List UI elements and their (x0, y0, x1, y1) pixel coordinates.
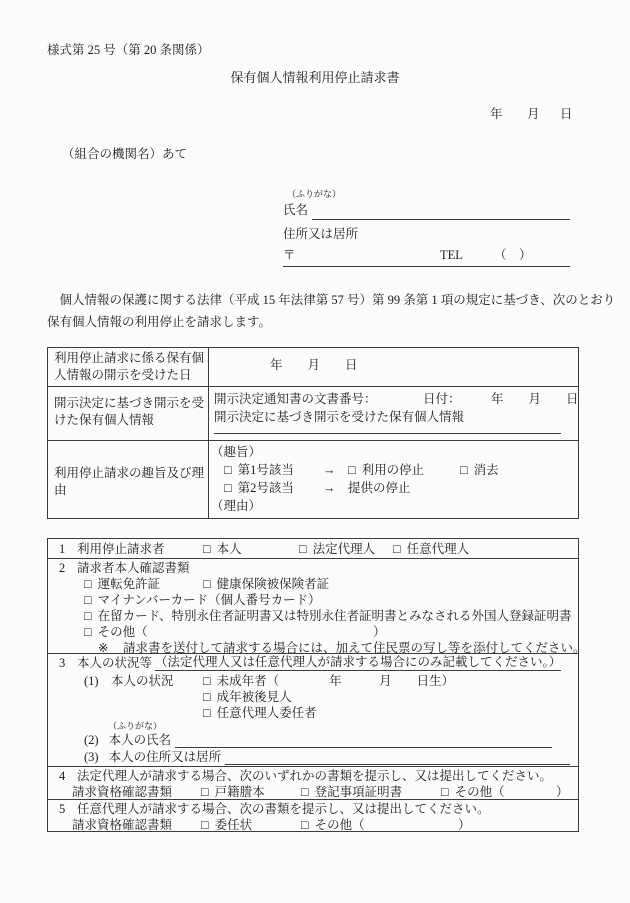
item3-number: 3 (59, 656, 66, 670)
status-minor-label: 未成年者（ 年 月 日生） (216, 674, 455, 688)
arrow-icon: → (323, 481, 336, 495)
item1-option3-label: 任意代理人 (406, 542, 470, 556)
item2-label: 請求者本人確認書類 (77, 561, 190, 575)
checkbox-icon: □ (84, 625, 92, 639)
legal-rep-doc-registry (301, 785, 402, 799)
checkbox-icon: □ (201, 818, 209, 832)
table1-row2-doc-number-label: 開示決定通知書の文書番号： (214, 392, 377, 406)
legal-rep-doc-other (441, 785, 505, 799)
purpose-item1-option1 (348, 463, 424, 477)
note-mark: ※ (98, 641, 109, 655)
checkbox-icon: □ (84, 593, 92, 607)
date-month-label: 月 (527, 107, 540, 121)
item1-label: 利用停止請求者 (77, 542, 165, 556)
purpose-item1-label: 第1号該当 (237, 463, 294, 477)
status-voluntary-delegator (203, 706, 317, 720)
voluntary-rep-doc-other (301, 818, 365, 832)
table2-row-divider-3 (48, 766, 578, 767)
tel-label: TEL (440, 248, 463, 262)
table1-row1-date-value: 年 月 日 (270, 358, 358, 372)
checkbox-icon: □ (203, 577, 211, 591)
arrow-icon: → (323, 463, 336, 477)
item1-option1-label: 本人 (216, 542, 242, 556)
furigana-label: （ふりがな） (108, 721, 163, 731)
checkbox-icon: □ (203, 674, 211, 688)
sub1-number: (1) (84, 674, 99, 688)
purpose-item1-option1-label: 利用の停止 (361, 463, 425, 477)
principal-address-input-line (225, 750, 570, 765)
id-doc-drivers-license (84, 577, 160, 591)
form-number: 様式第 25 号（第 20 条関係） (47, 43, 210, 57)
id-doc-health-insurance (203, 577, 329, 591)
date-day-label: 日 (560, 107, 573, 121)
legal-rep-doc-other-close-paren: ） (556, 785, 569, 799)
address-label: 住所又は居所 (283, 227, 359, 241)
checkbox-icon: □ (393, 542, 401, 556)
item2-number: 2 (59, 561, 66, 575)
principal-name-row (84, 733, 552, 748)
name-label: 氏名 (283, 203, 309, 217)
purpose-item1-option2-label: 消去 (473, 463, 499, 477)
item3-label: 本人の状況等 (77, 656, 153, 670)
purpose-item1 (224, 463, 294, 477)
id-doc-other (84, 625, 148, 639)
postal-tel-row (283, 245, 570, 267)
item1-option-self (203, 542, 242, 556)
request-detail-table (47, 347, 579, 519)
legal-rep-doc3-label: その他（ (454, 785, 505, 799)
checkbox-icon: □ (348, 463, 356, 477)
status-adult-ward (203, 690, 292, 704)
purpose-item2-label: 第2号該当 (237, 481, 294, 495)
checkbox-icon: □ (224, 481, 232, 495)
requester-info-table (47, 538, 586, 832)
table1-row1-header: 利用停止請求に係る保有個人情報の開示を受けた日 (54, 351, 205, 382)
purpose-item2 (224, 481, 294, 495)
table2-row-divider-4 (48, 799, 578, 800)
status-voluntary-delegator-label: 任意代理人委任者 (216, 706, 317, 720)
legal-rep-doc1-label: 戸籍謄本 (214, 785, 265, 799)
table2-row-divider-1 (48, 558, 578, 559)
checkbox-icon: □ (301, 785, 309, 799)
addressee: （組合の機関名）あて (62, 147, 188, 161)
sub3-label: 本人の住所又は居所 (108, 750, 222, 764)
mailing-note: 請求書を送付して請求する場合には、加えて住民票の写し等を添付してください。 (123, 641, 586, 655)
checkbox-icon: □ (299, 542, 307, 556)
intro-line-2: 保有個人情報の利用停止を請求します。 (47, 315, 272, 329)
postal-mark: 〒 (283, 248, 296, 262)
date-year-label: 年 (490, 107, 503, 121)
table1-row-divider-2 (48, 440, 578, 441)
table1-row-divider-1 (48, 386, 578, 387)
checkbox-icon: □ (203, 542, 211, 556)
item5-number: 5 (59, 802, 66, 816)
checkbox-icon: □ (84, 577, 92, 591)
item4-docs-label: 請求資格確認書類 (72, 785, 173, 799)
legal-rep-doc-koseki (201, 785, 265, 799)
checkbox-icon: □ (460, 463, 468, 477)
id-doc-option1-label: 運転免許証 (97, 577, 161, 591)
checkbox-icon: □ (84, 609, 92, 623)
name-row (283, 203, 570, 220)
id-doc-option2-label: 健康保険被保険者証 (216, 577, 330, 591)
principal-address-row (84, 750, 570, 765)
id-doc-option4-label: 在留カード、特別永住者証明書又は特別永住者証明書とみなされる外国人登録証明書 (97, 609, 572, 623)
checkbox-icon: □ (203, 690, 211, 704)
table1-row2-date-label: 日付： (423, 392, 461, 406)
sub1-label: 本人の状況 (111, 674, 174, 688)
purpose-item2-option: 提供の停止 (348, 481, 411, 495)
name-input-line (312, 203, 570, 220)
item1-option-voluntary-rep (393, 542, 469, 556)
intro-paragraph (47, 289, 616, 333)
voluntary-rep-doc-poa (201, 818, 252, 832)
intro-line-1: 個人情報の保護に関する法律（平成 15 年法律第 57 号）第 99 条第 1 項の規定に基づき、次のとおり (47, 293, 616, 307)
voluntary-rep-doc-other-close-paren: ） (458, 818, 471, 832)
sub3-number: (3) (84, 750, 99, 764)
voluntary-rep-doc1-label: 委任状 (214, 818, 253, 832)
voluntary-rep-doc2-label: その他（ (314, 818, 365, 832)
checkbox-icon: □ (203, 706, 211, 720)
checkbox-icon: □ (201, 785, 209, 799)
item3-label-note: （法定代理人又は任意代理人が請求する場合にのみ記載してください。） (155, 655, 562, 669)
table1-column-divider (208, 348, 209, 518)
table1-row2-input-line (214, 419, 561, 434)
item1-number: 1 (59, 542, 66, 556)
item5-label: 任意代理人が請求する場合、次の書類を提示し、又は提出してください。 (77, 802, 490, 816)
table1-row3-header: 利用停止請求の趣旨及び理由 (54, 466, 205, 497)
checkbox-icon: □ (441, 785, 449, 799)
reason-label: （理由） (211, 499, 262, 513)
item4-number: 4 (59, 769, 66, 783)
checkbox-icon: □ (301, 818, 309, 832)
id-doc-residence-card (84, 609, 571, 623)
legal-rep-doc2-label: 登記事項証明書 (314, 785, 403, 799)
sub2-number: (2) (84, 733, 99, 747)
id-doc-other-close-paren: ） (373, 625, 386, 639)
item1-option-legal-rep (299, 542, 375, 556)
page-title: 保有個人情報利用停止請求書 (230, 70, 400, 85)
checkbox-icon: □ (224, 463, 232, 477)
status-minor (203, 674, 454, 688)
item1-option2-label: 法定代理人 (312, 542, 376, 556)
purpose-label: （趣旨） (211, 445, 262, 459)
principal-name-input-line (175, 733, 552, 748)
table1-row2-header: 開示決定に基づき開示を受けた保有個人情報 (54, 396, 205, 427)
status-adult-ward-label: 成年被後見人 (216, 690, 292, 704)
tel-paren: （ ） (494, 248, 532, 262)
purpose-item1-option2 (460, 463, 499, 477)
sub2-label: 本人の氏名 (108, 733, 172, 747)
id-doc-option3-label: マイナンバーカード（個人番号カード） (97, 593, 321, 607)
id-doc-option5-label: その他（ (97, 625, 148, 639)
table1-row2-date-value: 年 月 日 (491, 392, 579, 406)
item5-docs-label: 請求資格確認書類 (72, 818, 173, 832)
id-doc-mynumber-card (84, 593, 321, 607)
item4-label: 法定代理人が請求する場合、次のいずれかの書類を提示し、又は提出してください。 (77, 769, 553, 783)
table1-row2-line2: 開示決定に基づき開示を受けた保有個人情報 (214, 410, 465, 424)
furigana-label: （ふりがな） (287, 189, 342, 199)
